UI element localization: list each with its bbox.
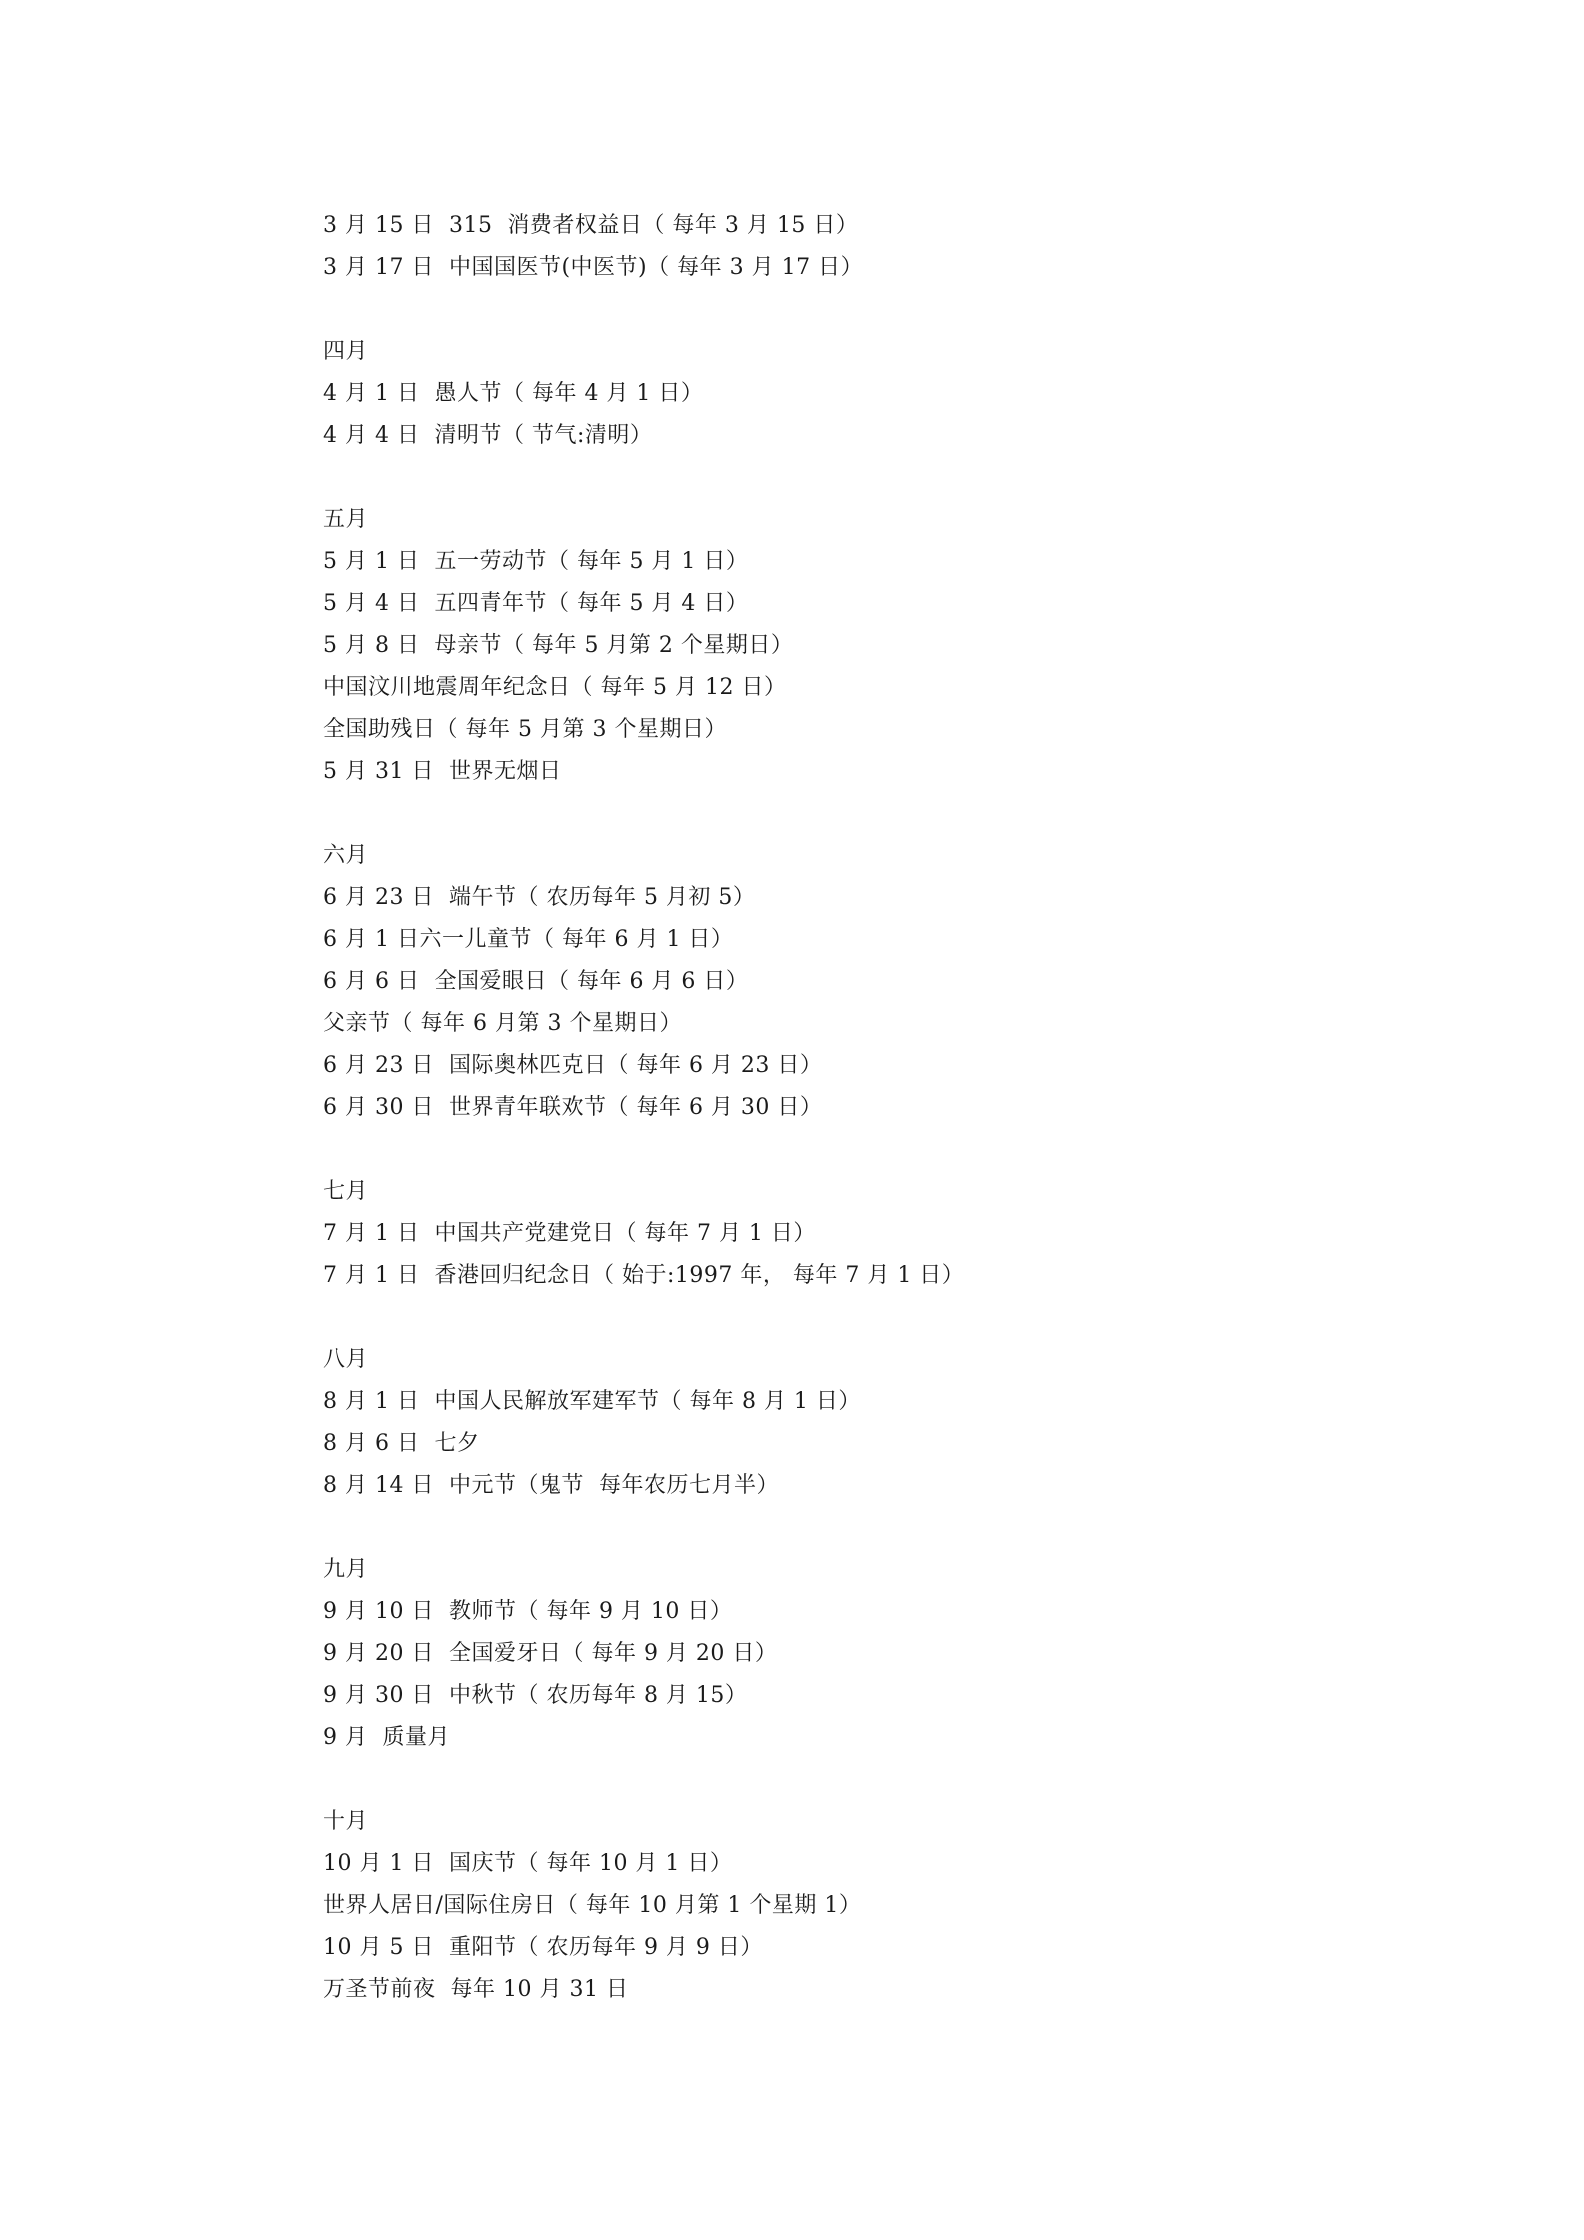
list-item: 世界人居日/国际住房日（ 每年 10 月第 1 个星期 1） [323, 1893, 862, 1918]
month-heading: 六月 [323, 843, 369, 868]
list-item: 5 月 1 日 五一劳动节（ 每年 5 月 1 日） [323, 549, 749, 574]
list-item: 父亲节（ 每年 6 月第 3 个星期日） [323, 1011, 682, 1036]
month-heading: 八月 [323, 1347, 369, 1372]
list-item: 全国助残日（ 每年 5 月第 3 个星期日） [323, 717, 727, 742]
list-item: 8 月 14 日 中元节（鬼节 每年农历七月半） [323, 1473, 779, 1498]
section-july [323, 1171, 1423, 1297]
list-item: 4 月 1 日 愚人节（ 每年 4 月 1 日） [323, 381, 704, 406]
section-june [323, 835, 1423, 1129]
section-march [323, 205, 1423, 289]
list-item: 6 月 30 日 世界青年联欢节（ 每年 6 月 30 日） [323, 1095, 823, 1120]
month-heading: 四月 [323, 339, 369, 364]
list-item: 8 月 1 日 中国人民解放军建军节（ 每年 8 月 1 日） [323, 1389, 861, 1414]
list-item: 8 月 6 日 七夕 [323, 1431, 480, 1456]
list-item: 中国汶川地震周年纪念日（ 每年 5 月 12 日） [323, 675, 787, 700]
list-item: 3 月 17 日 中国国医节(中医节)（ 每年 3 月 17 日） [323, 255, 864, 280]
month-heading: 五月 [323, 507, 369, 532]
section-april [323, 331, 1423, 457]
list-item: 6 月 23 日 端午节（ 农历每年 5 月初 5） [323, 885, 756, 910]
month-heading: 十月 [323, 1809, 369, 1834]
list-item: 5 月 8 日 母亲节（ 每年 5 月第 2 个星期日） [323, 633, 794, 658]
list-item: 10 月 5 日 重阳节（ 农历每年 9 月 9 日） [323, 1935, 763, 1960]
month-heading: 七月 [323, 1179, 369, 1204]
list-item: 10 月 1 日 国庆节（ 每年 10 月 1 日） [323, 1851, 733, 1876]
list-item: 6 月 1 日六一儿童节（ 每年 6 月 1 日） [323, 927, 734, 952]
document-body [323, 205, 1423, 2053]
list-item: 7 月 1 日 香港回归纪念日（ 始于:1997 年， 每年 7 月 1 日） [323, 1263, 965, 1288]
list-item: 3 月 15 日 315 消费者权益日（ 每年 3 月 15 日） [323, 213, 859, 238]
list-item: 9 月 20 日 全国爱牙日（ 每年 9 月 20 日） [323, 1641, 778, 1666]
list-item: 9 月 30 日 中秋节（ 农历每年 8 月 15） [323, 1683, 748, 1708]
list-item: 5 月 4 日 五四青年节（ 每年 5 月 4 日） [323, 591, 749, 616]
section-september [323, 1549, 1423, 1759]
list-item: 7 月 1 日 中国共产党建党日（ 每年 7 月 1 日） [323, 1221, 816, 1246]
list-item: 5 月 31 日 世界无烟日 [323, 759, 562, 784]
month-heading: 九月 [323, 1557, 369, 1582]
list-item: 6 月 23 日 国际奥林匹克日（ 每年 6 月 23 日） [323, 1053, 823, 1078]
section-august [323, 1339, 1423, 1507]
list-item: 万圣节前夜 每年 10 月 31 日 [323, 1977, 629, 2002]
list-item: 9 月 10 日 教师节（ 每年 9 月 10 日） [323, 1599, 733, 1624]
section-october [323, 1801, 1423, 2011]
list-item: 4 月 4 日 清明节（ 节气:清明） [323, 423, 653, 448]
list-item: 9 月 质量月 [323, 1725, 450, 1750]
section-may [323, 499, 1423, 793]
list-item: 6 月 6 日 全国爱眼日（ 每年 6 月 6 日） [323, 969, 749, 994]
